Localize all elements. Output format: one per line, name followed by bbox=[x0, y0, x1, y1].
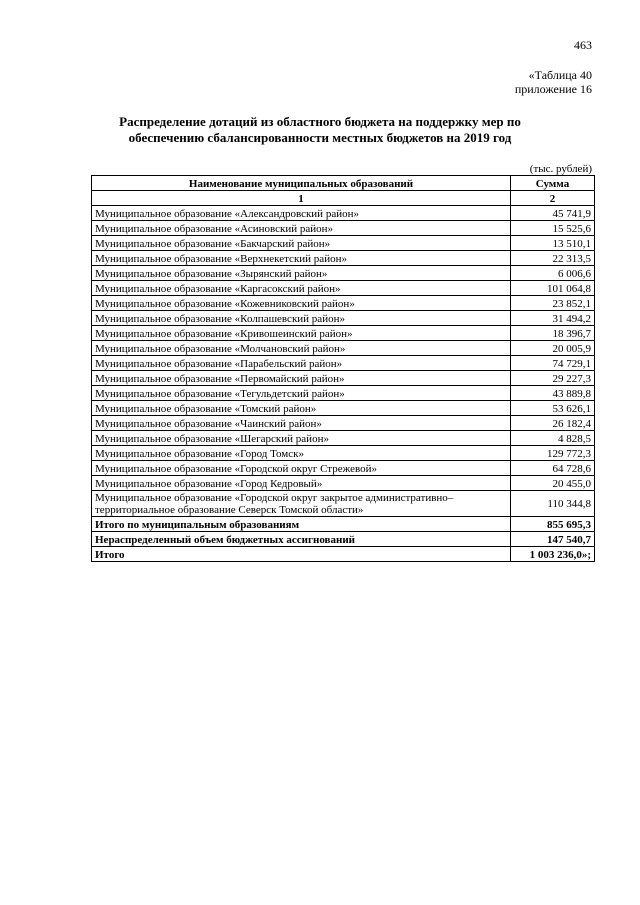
table-row bbox=[92, 251, 595, 266]
table-row bbox=[92, 266, 595, 281]
header-amount: Сумма bbox=[511, 176, 595, 191]
subsidy-amount: 23 852,1 bbox=[511, 296, 595, 311]
municipality-name: Муниципальное образование «Колпашевский район» bbox=[92, 311, 511, 326]
subsidy-amount: 4 828,5 bbox=[511, 431, 595, 446]
units-label: (тыс. рублей) bbox=[529, 163, 592, 175]
total-label: Итого bbox=[92, 547, 511, 562]
subsidy-amount: 74 729,1 bbox=[511, 356, 595, 371]
municipality-name: Муниципальное образование «Зырянский район» bbox=[92, 266, 511, 281]
subsidy-amount: 45 741,9 bbox=[511, 206, 595, 221]
table-row bbox=[92, 491, 595, 517]
subsidy-amount: 6 006,6 bbox=[511, 266, 595, 281]
table-row bbox=[92, 326, 595, 341]
subsidy-amount: 13 510,1 bbox=[511, 236, 595, 251]
header-name: Наименование муниципальных образований bbox=[92, 176, 511, 191]
table-row bbox=[92, 431, 595, 446]
total-amount: 1 003 236,0»; bbox=[511, 547, 595, 562]
subsidy-amount: 22 313,5 bbox=[511, 251, 595, 266]
subsidy-amount: 129 772,3 bbox=[511, 446, 595, 461]
municipality-name: Муниципальное образование «Шегарский район» bbox=[92, 431, 511, 446]
total-amount: 147 540,7 bbox=[511, 532, 595, 547]
table-row bbox=[92, 356, 595, 371]
municipality-name: Муниципальное образование «Парабельский район» bbox=[92, 356, 511, 371]
header-row bbox=[92, 176, 595, 191]
budget-table bbox=[91, 175, 595, 562]
table-body bbox=[92, 206, 595, 562]
municipality-name: Муниципальное образование «Первомайский район» bbox=[92, 371, 511, 386]
table-row bbox=[92, 446, 595, 461]
total-label: Итого по муниципальным образованиям bbox=[92, 517, 511, 532]
subsidy-amount: 20 005,9 bbox=[511, 341, 595, 356]
document-title bbox=[90, 114, 550, 146]
total-row bbox=[92, 517, 595, 532]
table-row bbox=[92, 371, 595, 386]
table-row bbox=[92, 401, 595, 416]
appendix-table-label: «Таблица 40 bbox=[528, 68, 592, 82]
column-number-2: 2 bbox=[511, 191, 595, 206]
total-row bbox=[92, 547, 595, 562]
municipality-name: Муниципальное образование «Чаинский район» bbox=[92, 416, 511, 431]
table-row bbox=[92, 311, 595, 326]
total-amount: 855 695,3 bbox=[511, 517, 595, 532]
municipality-name: Муниципальное образование «Городской округ Стрежевой» bbox=[92, 461, 511, 476]
subsidy-amount: 26 182,4 bbox=[511, 416, 595, 431]
subsidy-amount: 64 728,6 bbox=[511, 461, 595, 476]
table-row bbox=[92, 206, 595, 221]
subsidy-amount: 31 494,2 bbox=[511, 311, 595, 326]
municipality-name: Муниципальное образование «Город Кедровый» bbox=[92, 476, 511, 491]
subsidy-amount: 43 889,8 bbox=[511, 386, 595, 401]
table-row bbox=[92, 476, 595, 491]
municipality-name: Муниципальное образование «Тегульдетский район» bbox=[92, 386, 511, 401]
total-label: Нераспределенный объем бюджетных ассигнований bbox=[92, 532, 511, 547]
table-row bbox=[92, 296, 595, 311]
municipality-name: Муниципальное образование «Молчановский район» bbox=[92, 341, 511, 356]
subsidy-amount: 53 626,1 bbox=[511, 401, 595, 416]
column-number-1: 1 bbox=[92, 191, 511, 206]
table-row bbox=[92, 461, 595, 476]
table-row bbox=[92, 341, 595, 356]
table-row bbox=[92, 236, 595, 251]
subsidy-amount: 101 064,8 bbox=[511, 281, 595, 296]
subsidy-amount: 110 344,8 bbox=[511, 491, 595, 517]
total-row bbox=[92, 532, 595, 547]
appendix-reference bbox=[515, 68, 592, 96]
column-number-row bbox=[92, 191, 595, 206]
appendix-number: приложение 16 bbox=[514, 82, 592, 96]
municipality-name: Муниципальное образование «Асиновский район» bbox=[92, 221, 511, 236]
subsidy-amount: 20 455,0 bbox=[511, 476, 595, 491]
subsidy-amount: 18 396,7 bbox=[511, 326, 595, 341]
table-row bbox=[92, 386, 595, 401]
page-number: 463 bbox=[574, 38, 592, 52]
table-row bbox=[92, 221, 595, 236]
municipality-name: Муниципальное образование «Городской округ закрытое административно–территориальное образование Северск Томской области» bbox=[92, 491, 511, 517]
subsidy-amount: 15 525,6 bbox=[511, 221, 595, 236]
table-row bbox=[92, 416, 595, 431]
municipality-name: Муниципальное образование «Каргасокский район» bbox=[92, 281, 511, 296]
municipality-name: Муниципальное образование «Александровский район» bbox=[92, 206, 511, 221]
table-row bbox=[92, 281, 595, 296]
municipality-name: Муниципальное образование «Кожевниковский район» bbox=[92, 296, 511, 311]
municipality-name: Муниципальное образование «Город Томск» bbox=[92, 446, 511, 461]
municipality-name: Муниципальное образование «Кривошеинский район» bbox=[92, 326, 511, 341]
title-line-1: Распределение дотаций из областного бюджета на поддержку мер по bbox=[119, 114, 521, 129]
municipality-name: Муниципальное образование «Бакчарский район» bbox=[92, 236, 511, 251]
subsidy-amount: 29 227,3 bbox=[511, 371, 595, 386]
municipality-name: Муниципальное образование «Верхнекетский район» bbox=[92, 251, 511, 266]
title-line-2: обеспечению сбалансированности местных бюджетов на 2019 год bbox=[128, 130, 512, 145]
municipality-name: Муниципальное образование «Томский район» bbox=[92, 401, 511, 416]
